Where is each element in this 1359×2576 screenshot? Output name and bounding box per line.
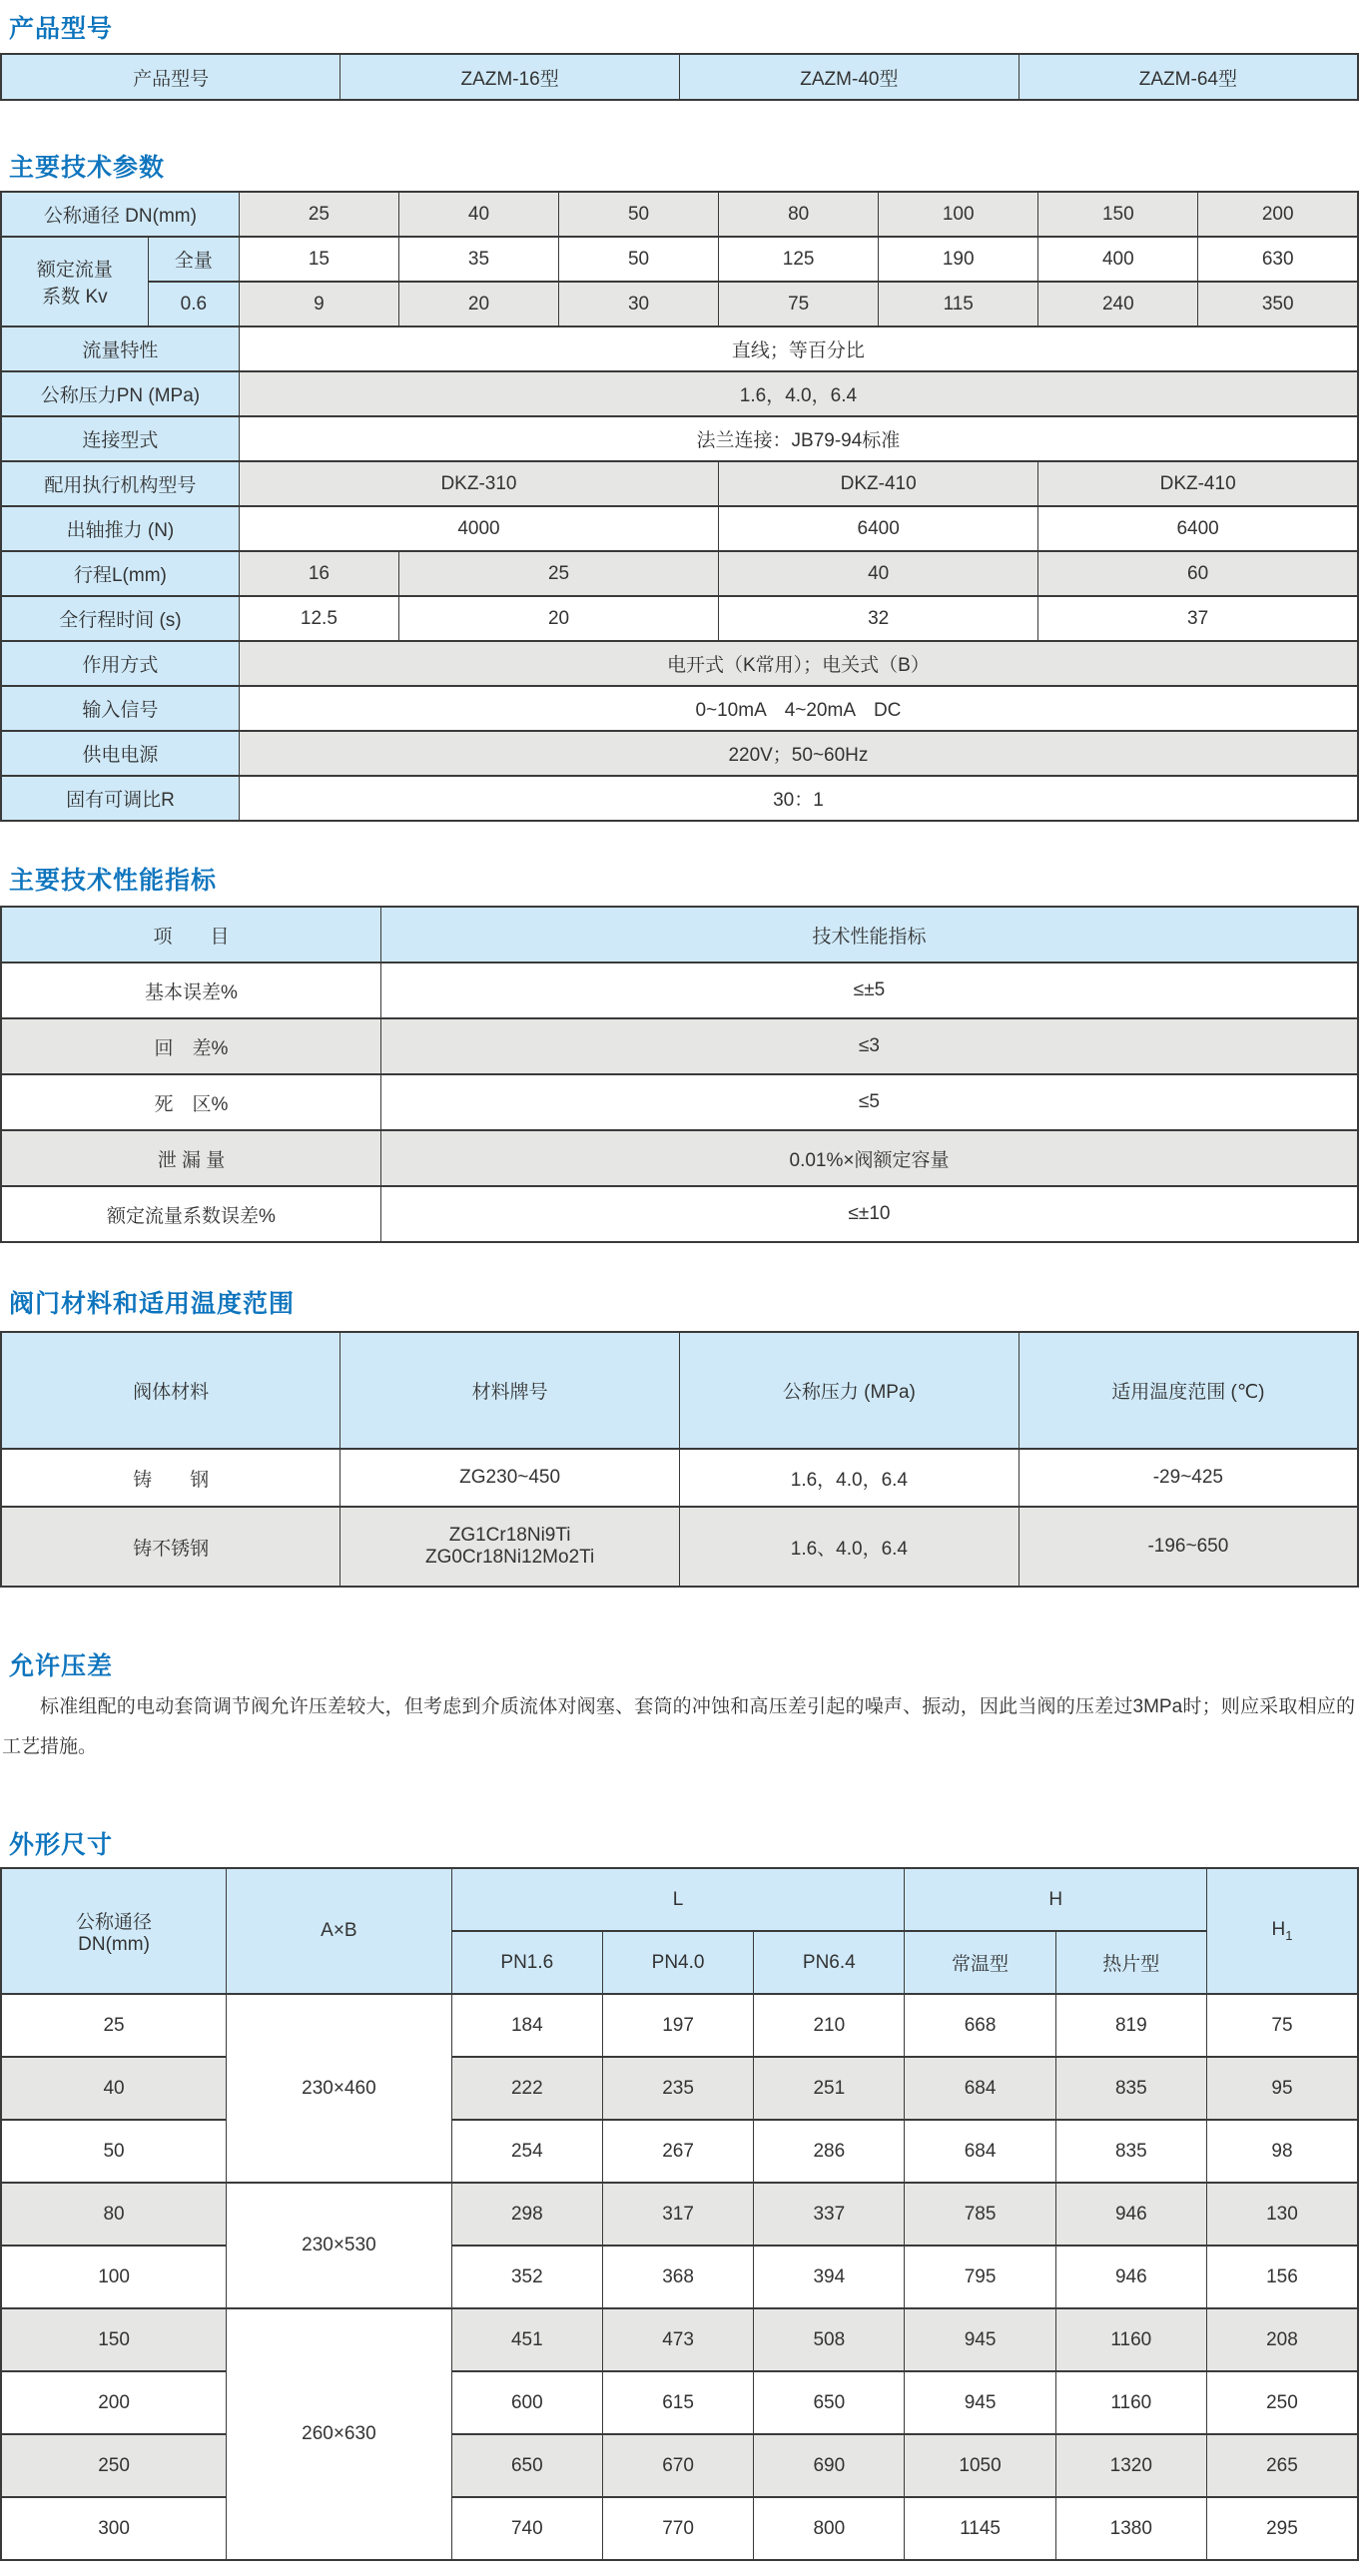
table-row (1, 282, 1358, 326)
value-cell: ≤5 (381, 1074, 1358, 1130)
table-row (1, 963, 1358, 1018)
table-row (1, 2183, 1358, 2246)
label-cell: 固有可调比R (1, 776, 239, 821)
value-cell: 945 (905, 2308, 1055, 2371)
label-cell: 作用方式 (1, 641, 239, 686)
value-cell: ≤±10 (381, 1186, 1358, 1242)
value-cell: 946 (1055, 2183, 1206, 2246)
label-cell: 流量特性 (1, 326, 239, 371)
table-row (1, 2057, 1358, 2120)
value-cell: 20 (398, 282, 558, 326)
label-cell (1, 237, 148, 326)
table-row (1, 2246, 1358, 2308)
value-cell: 740 (451, 2497, 602, 2560)
label-cell: 输入信号 (1, 686, 239, 731)
header-h1-sub: 1 (1285, 1927, 1293, 1943)
value-cell: 6400 (1038, 506, 1358, 551)
table-row (1, 2308, 1358, 2371)
table-row (1, 2434, 1358, 2497)
label-cell: 配用执行机构型号 (1, 461, 239, 506)
grade-line: ZG0Cr18Ni12Mo2Ti (424, 1547, 595, 1568)
column-header-pn40: PN4.0 (602, 1931, 753, 1994)
dn-cell: 25 (1, 1994, 227, 2057)
column-header-hot: 热片型 (1055, 1931, 1206, 1994)
value-cell: 684 (905, 2120, 1055, 2183)
label-cell: 行程L(mm) (1, 551, 239, 596)
value-cell: 50 (559, 237, 719, 282)
sublabel-cell: 全量 (148, 237, 239, 282)
tech-params-table (0, 191, 1359, 822)
value-cell: 200 (1198, 192, 1358, 237)
value-cell: 235 (602, 2057, 753, 2120)
value-cell: 240 (1038, 282, 1198, 326)
material-body-cell: 铸 钢 (1, 1449, 340, 1507)
value-cell: 法兰连接：JB79-94标准 (239, 416, 1358, 461)
table-row (1, 686, 1358, 731)
label-line: 额定流量 (36, 260, 113, 281)
column-header-pn64: PN6.4 (754, 1931, 905, 1994)
label-cell: 回 差% (1, 1018, 381, 1074)
header-h1-base: H (1271, 1919, 1286, 1941)
value-cell: 25 (398, 551, 718, 596)
column-header: 技术性能指标 (381, 907, 1358, 963)
table-row (1, 416, 1358, 461)
value-cell: 945 (905, 2371, 1055, 2434)
material-pressure-cell: 1.6、4.0，6.4 (680, 1507, 1019, 1587)
value-cell: 800 (754, 2497, 905, 2560)
axb-cell: 260×630 (227, 2308, 452, 2560)
column-header: 材料牌号 (340, 1332, 680, 1449)
label-cell: 产品型号 (1, 54, 340, 100)
value-cell: 95 (1206, 2057, 1358, 2120)
table-row (1, 1186, 1358, 1242)
table-row (1, 506, 1358, 551)
material-grade-cell (340, 1507, 680, 1587)
value-cell: 835 (1055, 2120, 1206, 2183)
value-cell: 50 (559, 192, 719, 237)
column-header-H: H (905, 1868, 1207, 1931)
value-cell: 368 (602, 2246, 753, 2308)
table-row (1, 731, 1358, 776)
value-cell: DKZ-410 (719, 461, 1038, 506)
table-row (1, 2120, 1358, 2183)
dn-cell: 40 (1, 2057, 227, 2120)
material-pressure-cell: 1.6，4.0，6.4 (680, 1449, 1019, 1507)
dn-cell: 80 (1, 2183, 227, 2246)
value-cell: 630 (1198, 237, 1358, 282)
section-title-performance: 主要技术性能指标 (9, 867, 218, 895)
value-cell: 32 (719, 596, 1038, 641)
dn-cell: 200 (1, 2371, 227, 2434)
value-cell: 690 (754, 2434, 905, 2497)
value-cell: 15 (239, 237, 398, 282)
value-cell: 115 (879, 282, 1038, 326)
table-row (1, 596, 1358, 641)
value-cell: 184 (451, 1994, 602, 2057)
value-cell: 20 (398, 596, 718, 641)
value-cell: 254 (451, 2120, 602, 2183)
table-row (1, 1507, 1358, 1587)
table-row (1, 551, 1358, 596)
value-cell: 30 (559, 282, 719, 326)
product-model-table (0, 53, 1359, 101)
value-cell: 35 (398, 237, 558, 282)
performance-table (0, 906, 1359, 1243)
section-title-tech-params: 主要技术参数 (9, 154, 166, 182)
label-cell: 泄 漏 量 (1, 1130, 381, 1186)
dn-cell: 150 (1, 2308, 227, 2371)
column-header-H1 (1206, 1868, 1358, 1994)
value-cell: 4000 (239, 506, 718, 551)
label-cell: 出轴推力 (N) (1, 506, 239, 551)
table-row (1, 2371, 1358, 2434)
value-cell: 1320 (1055, 2434, 1206, 2497)
section-title-pressure-diff: 允许压差 (9, 1652, 114, 1680)
value-cell: 75 (1206, 1994, 1358, 2057)
value-cell: 156 (1206, 2246, 1358, 2308)
table-row (1, 2497, 1358, 2560)
label-cell: 额定流量系数误差% (1, 1186, 381, 1242)
table-row (1, 461, 1358, 506)
value-cell: 16 (239, 551, 398, 596)
axb-cell: 230×460 (227, 1994, 452, 2183)
column-header: 公称压力 (MPa) (680, 1332, 1019, 1449)
material-body-cell: 铸不锈钢 (1, 1507, 340, 1587)
value-cell: 267 (602, 2120, 753, 2183)
table-row (1, 1018, 1358, 1074)
sublabel-cell: 0.6 (148, 282, 239, 326)
materials-table (0, 1331, 1359, 1588)
material-temp-cell: -196~650 (1019, 1507, 1358, 1587)
value-cell: 130 (1206, 2183, 1358, 2246)
model-cell: ZAZM-64型 (1019, 54, 1358, 100)
value-cell: 615 (602, 2371, 753, 2434)
label-cell: 基本误差% (1, 963, 381, 1018)
value-cell: 352 (451, 2246, 602, 2308)
table-row (1, 371, 1358, 416)
table-row (1, 1074, 1358, 1130)
value-cell: 451 (451, 2308, 602, 2371)
value-cell: 9 (239, 282, 398, 326)
column-header-pn16: PN1.6 (451, 1931, 602, 1994)
column-header-normal: 常温型 (905, 1931, 1055, 1994)
value-cell: 197 (602, 1994, 753, 2057)
model-cell: ZAZM-16型 (340, 54, 680, 100)
table-row (1, 1449, 1358, 1507)
table-row (1, 237, 1358, 282)
value-cell: 1380 (1055, 2497, 1206, 2560)
label-cell: 全行程时间 (s) (1, 596, 239, 641)
label-line: 系数 Kv (42, 287, 108, 308)
value-cell: 6400 (719, 506, 1038, 551)
table-row (1, 54, 1358, 100)
label-cell: 公称压力PN (MPa) (1, 371, 239, 416)
value-cell: 295 (1206, 2497, 1358, 2560)
dn-cell: 250 (1, 2434, 227, 2497)
value-cell: 1.6，4.0，6.4 (239, 371, 1358, 416)
column-header: 适用温度范围 (℃) (1019, 1332, 1358, 1449)
grade-line: ZG1Cr18Ni9Ti (448, 1525, 571, 1546)
value-cell: 265 (1206, 2434, 1358, 2497)
value-cell: 251 (754, 2057, 905, 2120)
value-cell: 298 (451, 2183, 602, 2246)
value-cell: 684 (905, 2057, 1055, 2120)
value-cell: DKZ-410 (1038, 461, 1358, 506)
value-cell: 337 (754, 2183, 905, 2246)
value-cell: 30：1 (239, 776, 1358, 821)
value-cell: 12.5 (239, 596, 398, 641)
dimensions-table (0, 1867, 1359, 2561)
value-cell: 350 (1198, 282, 1358, 326)
value-cell: 286 (754, 2120, 905, 2183)
value-cell: 37 (1038, 596, 1358, 641)
value-cell: 40 (719, 551, 1038, 596)
section-title-materials: 阀门材料和适用温度范围 (9, 1290, 296, 1318)
value-cell: 125 (719, 237, 879, 282)
value-cell: 1050 (905, 2434, 1055, 2497)
label-cell: 公称通径 DN(mm) (1, 192, 239, 237)
value-cell: 100 (879, 192, 1038, 237)
value-cell: 0~10mA 4~20mA DC (239, 686, 1358, 731)
value-cell: 40 (398, 192, 558, 237)
value-cell: 208 (1206, 2308, 1358, 2371)
value-cell: 1160 (1055, 2308, 1206, 2371)
value-cell: 600 (451, 2371, 602, 2434)
value-cell: 770 (602, 2497, 753, 2560)
table-row (1, 326, 1358, 371)
table-row (1, 1332, 1358, 1449)
value-cell: 直线；等百分比 (239, 326, 1358, 371)
value-cell: 98 (1206, 2120, 1358, 2183)
value-cell: ≤3 (381, 1018, 1358, 1074)
material-temp-cell: -29~425 (1019, 1449, 1358, 1507)
table-row (1, 1130, 1358, 1186)
value-cell: 317 (602, 2183, 753, 2246)
column-header-dn (1, 1868, 227, 1994)
dn-cell: 50 (1, 2120, 227, 2183)
header-line: 公称通径 (76, 1911, 153, 1933)
value-cell: 222 (451, 2057, 602, 2120)
value-cell: 835 (1055, 2057, 1206, 2120)
value-cell: ≤±5 (381, 963, 1358, 1018)
label-cell: 供电电源 (1, 731, 239, 776)
column-header: 阀体材料 (1, 1332, 340, 1449)
column-header-axb: A×B (227, 1868, 452, 1994)
value-cell: 60 (1038, 551, 1358, 596)
value-cell: 795 (905, 2246, 1055, 2308)
value-cell: 650 (754, 2371, 905, 2434)
table-row (1, 776, 1358, 821)
value-cell: 190 (879, 237, 1038, 282)
value-cell: 75 (719, 282, 879, 326)
dn-cell: 300 (1, 2497, 227, 2560)
value-cell: 250 (1206, 2371, 1358, 2434)
table-row (1, 1994, 1358, 2057)
value-cell: 150 (1038, 192, 1198, 237)
value-cell: 785 (905, 2183, 1055, 2246)
value-cell: 210 (754, 1994, 905, 2057)
value-cell: 1145 (905, 2497, 1055, 2560)
value-cell: 670 (602, 2434, 753, 2497)
label-cell: 死 区% (1, 1074, 381, 1130)
value-cell: 819 (1055, 1994, 1206, 2057)
header-line: DN(mm) (78, 1933, 150, 1955)
label-cell: 连接型式 (1, 416, 239, 461)
section-title-product-model: 产品型号 (9, 15, 114, 43)
value-cell: 电开式（K常用）；电关式（B） (239, 641, 1358, 686)
model-cell: ZAZM-40型 (680, 54, 1019, 100)
value-cell: 80 (719, 192, 879, 237)
section-title-dimensions: 外形尺寸 (9, 1831, 114, 1859)
table-row (1, 907, 1358, 963)
value-cell: 650 (451, 2434, 602, 2497)
value-cell: 668 (905, 1994, 1055, 2057)
table-row (1, 1868, 1358, 1931)
value-cell: 25 (239, 192, 398, 237)
table-row (1, 192, 1358, 237)
table-row (1, 641, 1358, 686)
value-cell: 946 (1055, 2246, 1206, 2308)
pressure-diff-paragraph: 标准组配的电动套筒调节阀允许压差较大，但考虑到介质流体对阀塞、套筒的冲蚀和高压差引起的噪声、振动，因此当阀的压差过3MPa时；则应采取相应的工艺措施。 (2, 1696, 1355, 1757)
value-cell: 1160 (1055, 2371, 1206, 2434)
column-header-L: L (451, 1868, 905, 1931)
value-cell: DKZ-310 (239, 461, 718, 506)
value-cell: 0.01%×阀额定容量 (381, 1130, 1358, 1186)
value-cell: 508 (754, 2308, 905, 2371)
material-grade-cell: ZG230~450 (340, 1449, 680, 1507)
value-cell: 394 (754, 2246, 905, 2308)
value-cell: 220V；50~60Hz (239, 731, 1358, 776)
value-cell: 400 (1038, 237, 1198, 282)
value-cell: 473 (602, 2308, 753, 2371)
dn-cell: 100 (1, 2246, 227, 2308)
column-header: 项 目 (1, 907, 381, 963)
axb-cell: 230×530 (227, 2183, 452, 2308)
